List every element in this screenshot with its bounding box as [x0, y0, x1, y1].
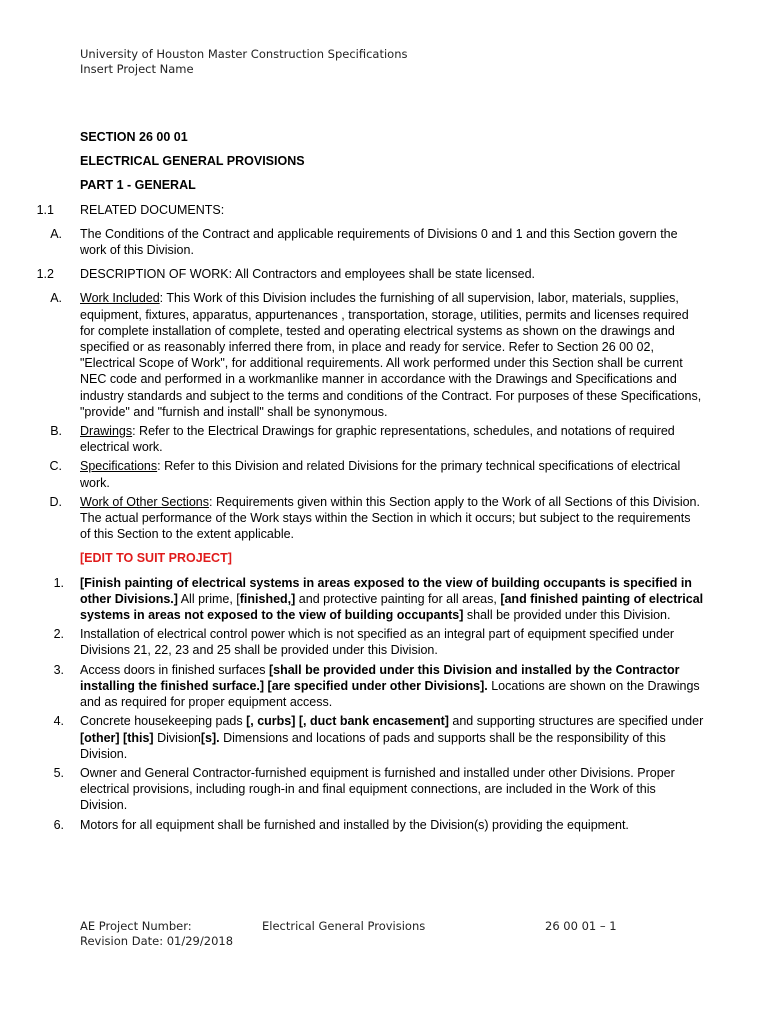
item-number: 3. [53, 662, 64, 677]
page-footer [80, 919, 640, 949]
paragraph-1-2-d [0, 494, 770, 543]
item-number: 4. [53, 714, 64, 729]
paragraph-1-2-c [0, 458, 770, 490]
section-number: SECTION 26 00 01 [80, 130, 188, 144]
list-item-1: 1. [Finish painting of electrical systems in areas exposed to the view of building occupants is specified in other Divisions.] All prime, [finished,] and protective painting for all areas, [and finished painting of electrical systems in areas not exposed to the view of building occupants] shall be provided under this Division. [0, 575, 770, 624]
list-item-4: 4. Concrete housekeeping pads [, curbs] [, duct bank encasement] and supporting structures are specified under [other] [this] Division[s]. Dimensions and locations of pads and supports shall be the responsibility of this Division. [0, 713, 770, 762]
section-title: ELECTRICAL GENERAL PROVISIONS [80, 154, 305, 169]
paragraph-letter: D. [49, 494, 62, 509]
article-1-2 [0, 266, 770, 282]
edit-note: [EDIT TO SUIT PROJECT] [80, 551, 232, 566]
paragraph-label: Work Included [80, 291, 160, 306]
header-org: University of Houston Master Construction Specifications [80, 47, 408, 61]
item-number: 6. [53, 817, 64, 832]
footer-page-number: 26 00 01 – 1 [545, 919, 617, 933]
item-number: 5. [53, 765, 64, 780]
footer-ae-number: AE Project Number: [80, 919, 192, 933]
paragraph-text: : Refer to the Electrical Drawings for graphic representations, schedules, and notations of required electrical work. [80, 424, 675, 455]
document-body [0, 129, 770, 833]
article-1-1 [0, 202, 770, 218]
paragraph-text: : This Work of this Division includes the furnishing of all supervision, labor, materials, supplies, equipment, fixtures, apparatus, appurtenances , transportation, storage, utilities, permits and licenses required for complete installation of complete, tested and operating electrical systems as shown on the drawings and specified or as reasonably inferred there from, in place and ready for service. Refer to Section 26 00 02, "Electrical Scope of Work", for additional requirements. All work performed under this Section shall be current NEC code and performed in a workmanlike manner in accordance with the Drawings and Specifications and industry standards and subject to the terms and conditions of the Contract. For purposes of these Specifications, "provide" and "furnish and install" shall be synonymous. [80, 291, 702, 419]
item-number: 2. [53, 627, 64, 642]
footer-title: Electrical General Provisions [262, 919, 426, 933]
paragraph-label: Specifications [80, 459, 158, 474]
article-number: 1.1 [36, 202, 54, 217]
part-heading: PART 1 - GENERAL [80, 178, 196, 193]
paragraph-1-1-a [0, 226, 770, 258]
paragraph-letter: A. [50, 226, 62, 241]
paragraph-text: : Requirements given within this Section apply to the Work of all Sections of this Division. The actual performance of the Work stays within the Section in which it occurs; but subject to the requirements of this Section to the extent applicable. [80, 494, 700, 542]
paragraph-text: : Refer to this Division and related Divisions for the primary technical specifications of electrical work. [80, 459, 681, 490]
paragraph-text: The Conditions of the Contract and applicable requirements of Divisions 0 and 1 and this Section govern the work of this Division. [80, 226, 678, 258]
article-number: 1.2 [36, 267, 54, 282]
header-project: Insert Project Name [80, 62, 194, 76]
paragraph-letter: C. [49, 459, 62, 474]
paragraph-1-2-a [0, 290, 770, 420]
paragraph-1-2-b [0, 423, 770, 455]
list-item-6: 6. Motors for all equipment shall be furnished and installed by the Division(s) providing the equipment. [0, 817, 770, 833]
footer-revision-date: Revision Date: 01/29/2018 [80, 934, 234, 948]
item-number: 1. [53, 575, 64, 590]
paragraph-label: Work of Other Sections [80, 494, 209, 509]
list-item-3: 3. Access doors in finished surfaces [shall be provided under this Division and installed by the Contractor installing the finished surface.] [are specified under other Divisions]. Locations are shown on the Drawings and as required for proper equipment access. [0, 662, 770, 711]
list-item-2: 2. Installation of electrical control power which is not specified as an integral part of equipment specified under Divisions 21, 22, 23 and 25 shall be provided under this Division. [0, 626, 770, 658]
article-title: DESCRIPTION OF WORK: All Contractors and employees shall be state licensed. [80, 267, 536, 282]
list-item-5: 5. Owner and General Contractor-furnished equipment is furnished and installed under other Divisions. Proper electrical provisions, including rough-in and final equipment connections, are included in the Work of this Division. [0, 765, 770, 814]
paragraph-letter: A. [50, 291, 62, 306]
paragraph-letter: B. [50, 424, 62, 439]
page-header [80, 47, 408, 77]
article-title: RELATED DOCUMENTS: [80, 202, 225, 217]
paragraph-label: Drawings [80, 424, 133, 439]
